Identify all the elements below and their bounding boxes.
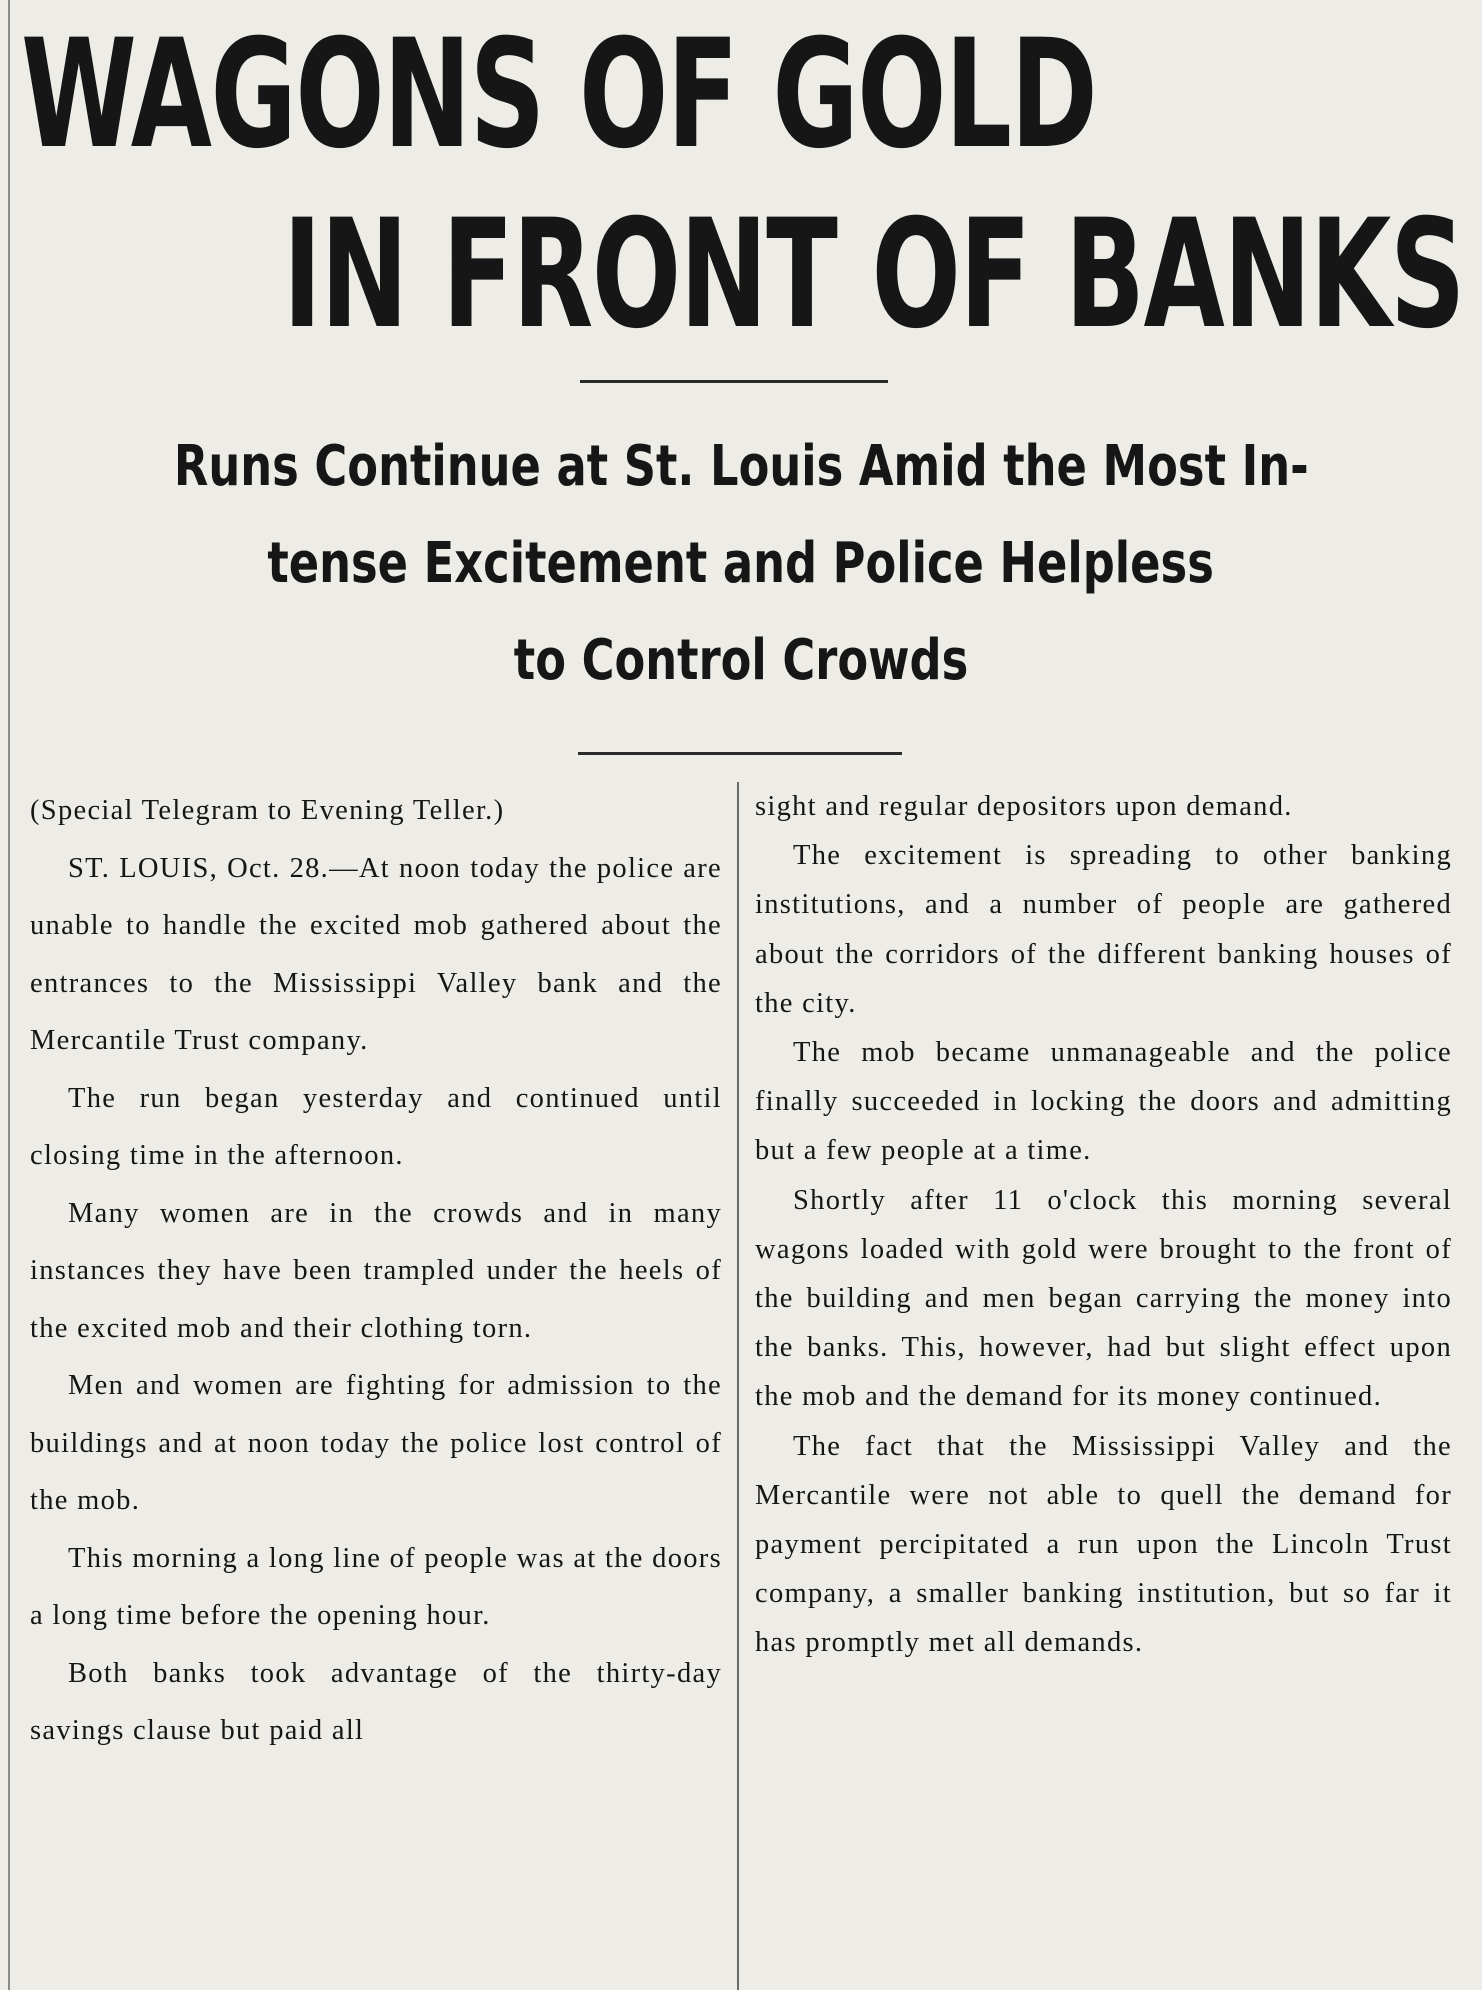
article-paragraph: Both banks took advantage of the thirty-day savings clause but paid all [30, 1657, 722, 1746]
deck-line-1: Runs Continue at St. Louis Amid the Most In- [173, 434, 1309, 499]
deck-divider-rule [578, 752, 902, 755]
headline-line-1: WAGONS OF GOLD [21, 8, 1097, 182]
article-paragraph: Many women are in the crowds and in many instances they have been trampled under the heels of the excited mob and their clothing torn. [30, 1197, 722, 1344]
deck-subheadline [0, 418, 1482, 709]
article-paragraph-continued: sight and regular depositors upon demand. [755, 791, 1293, 822]
article-paragraph: The mob became unmanageable and the police finally succeeded in locking the doors and admitting but a few people at a time. [755, 1037, 1452, 1167]
article-left-column [30, 782, 722, 1760]
article-paragraph: The fact that the Mississippi Valley and the Mercantile were not able to quell the demand for payment percipitated a run upon the Lincoln Trust company, a smaller banking institution, but so far it has promptly met all demands. [755, 1430, 1452, 1659]
article-paragraph: This morning a long line of people was at the doors a long time before the opening hour. [30, 1542, 722, 1631]
article-paragraph: Men and women are fighting for admission to the buildings and at noon today the police lost control of the mob. [30, 1370, 722, 1516]
dateline-credit: (Special Telegram to Evening Teller.) [30, 795, 505, 826]
headline-divider-rule [580, 380, 888, 383]
article-paragraph: The excitement is spreading to other banking institutions, and a number of people are gathered about the corridors of the different banking houses of the city. [755, 840, 1452, 1019]
article-right-column [755, 782, 1452, 1668]
article-paragraph: ST. LOUIS, Oct. 28.—At noon today the police are unable to handle the excited mob gathered about the entrances to the Mississippi Valley bank and the Mercantile Trust company. [30, 852, 722, 1056]
column-divider-rule [737, 782, 739, 1990]
deck-line-2: tense Excitement and Police Helpless [267, 531, 1215, 596]
article-paragraph: The run began yesterday and continued until closing time in the afternoon. [30, 1082, 722, 1171]
deck-line-3: to Control Crowds [513, 628, 969, 693]
headline-line-2: IN FRONT OF BANKS [282, 188, 1465, 362]
article-paragraph: Shortly after 11 o'clock this morning several wagons loaded with gold were brought to the front of the building and men began carrying the money into the banks. This, however, had but slight effect upon the mob and the demand for its money continued. [755, 1184, 1452, 1413]
